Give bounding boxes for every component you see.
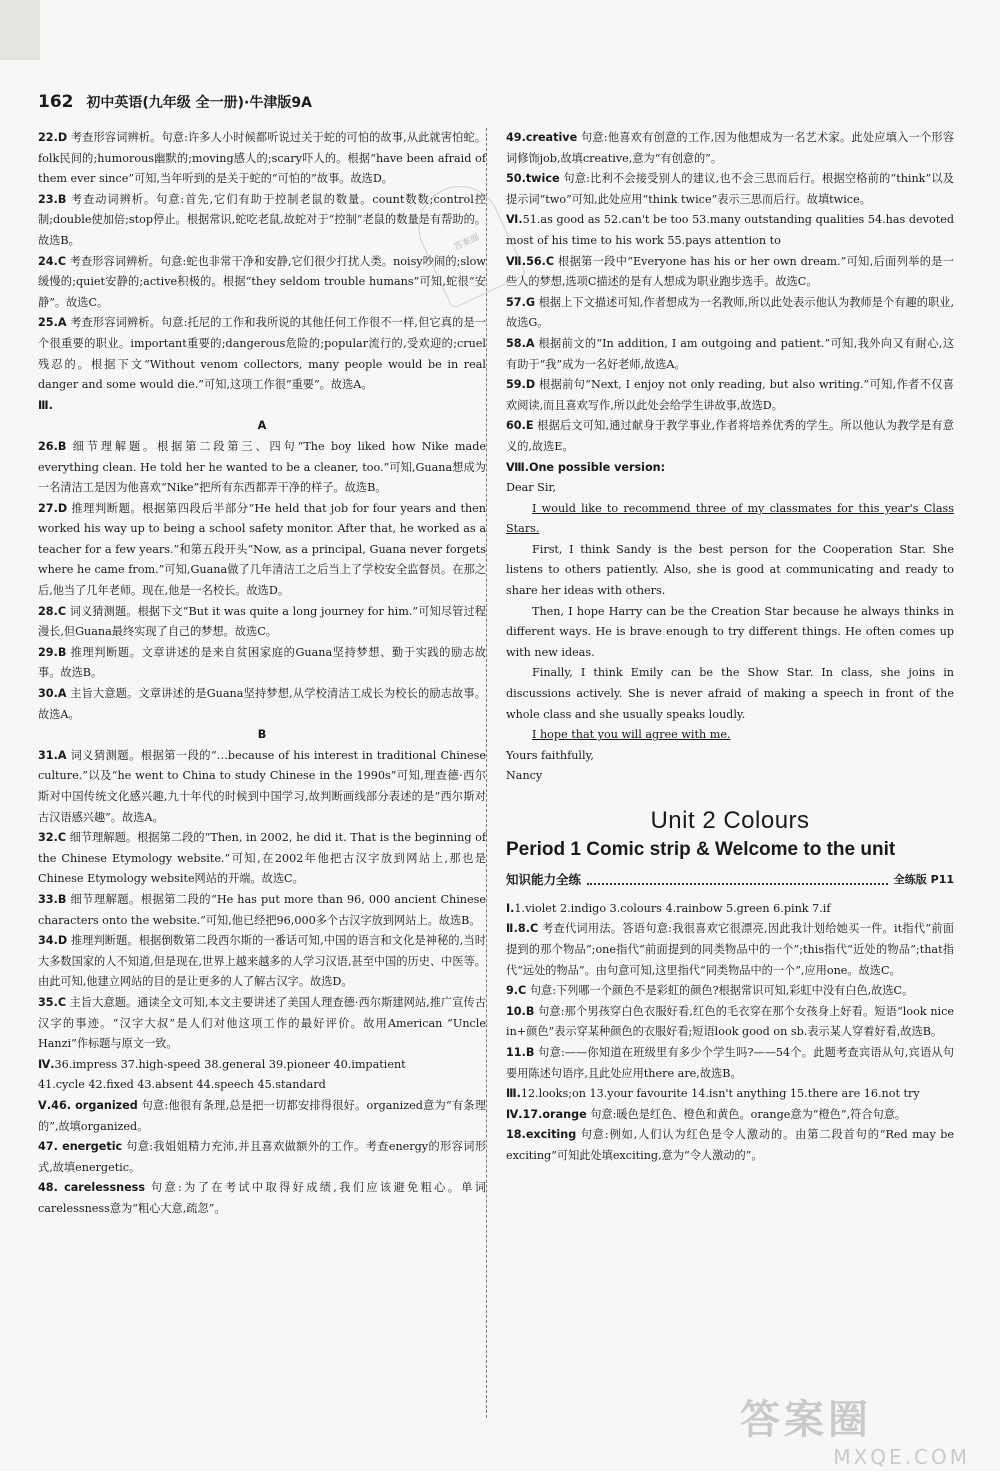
- sample-letter: [506, 458, 954, 788]
- answer-text: 句意:我姐姐精力充沛,并且喜欢做额外的工作。考查energy的形容词形式,故填energetic。: [38, 1140, 487, 1174]
- unit-title: Unit 2 Colours: [650, 807, 810, 834]
- answer-number: 60.E: [506, 419, 534, 433]
- answer-item: [38, 828, 486, 890]
- answer-number: 26.B: [38, 439, 67, 453]
- knowledge-label: 知识能力全练: [506, 872, 582, 888]
- answer-text: 根据前句“Next, I enjoy not only reading, but also writing.”可知,作者不仅喜欢阅读,而且喜欢写作,所以此处会给学生讲故事,故选D。: [506, 378, 954, 412]
- section-label: Ⅰ.: [506, 901, 515, 915]
- answer-text: 根据后文可知,通过献身于教学事业,作者将培养优秀的学生。所以他认为教学是有意义的,故选E。: [506, 419, 954, 453]
- answer-text: 句意:他喜欢有创意的工作,因为他想成为一名艺术家。此处应填入一个形容词修饰job,故填creative,意为“有创意的”。: [506, 131, 955, 165]
- watermark-logo: 答案圈: [740, 1397, 872, 1443]
- answer-item: [506, 416, 954, 457]
- answer-text: 句意:为了在考试中取得好成绩,我们应该避免粗心。单词carelessness意为“粗心大意,疏忽”。: [38, 1181, 486, 1215]
- answer-number: 48. carelessness: [38, 1181, 145, 1195]
- answer-number: 9.C: [506, 984, 527, 998]
- answer-number: 8.C: [517, 922, 539, 936]
- letter-paragraph: First, I think Sandy is the best person for the Cooperation Star. She listens to others patiently. Also, she is good at communicating and ready to share her ideas with others.: [506, 542, 954, 598]
- answer-number: 58.A: [506, 336, 535, 350]
- section-label: Ⅷ.One possible version:: [506, 460, 666, 474]
- answer-line: 12.looks;on 13.your favourite 14.isn't anything 15.there are 16.not try: [520, 1087, 920, 1101]
- answer-number: 18.exciting: [506, 1128, 577, 1142]
- answer-item: [506, 375, 954, 416]
- right-column: [506, 128, 954, 1167]
- letter-paragraph: Then, I hope Harry can be the Creation Star because he always thinks in different ways. He is brave enough to try different things. He often comes up with new ideas.: [506, 604, 954, 659]
- page-number: 162: [38, 92, 74, 112]
- answer-text: 推理判断题。根据第四段后半部分“He held that job for four years and then worked his way up to being a school safety monitor. After that, he worked as a teacher for a few years.”和第五段开头“Now, as a principal, Guana never forgets where he came from.”可知,Guana做了几年清洁工之后当上了学校安全监督员。在那之后,他当了几年老师。现在,他是一名校长。故选D。: [38, 501, 487, 598]
- answer-item: [38, 128, 486, 190]
- answer-text: 句意:暖色是红色、橙色和黄色。orange意为“橙色”,符合句意。: [590, 1107, 907, 1121]
- answer-number: 31.A: [38, 748, 67, 762]
- answer-number: 32.C: [38, 831, 67, 845]
- answer-number: 33.B: [38, 892, 67, 906]
- answer-item: [506, 1105, 954, 1126]
- answer-text: 细节理解题。根据第二段的“Then, in 2002, he did it. That is the beginning of the Chinese Etymology website.”可知,在2002年他把古汉字放到网站上,那也是Chinese Etymology website网站的开端。故选C。: [38, 831, 486, 886]
- answer-number: 49.creative: [506, 131, 578, 144]
- answer-text: 考查形容词辨析。句意:蛇也非常干净和安静,它们很少打扰人类。noisy吵闹的;slow缓慢的;quiet安静的;active积极的。根据“they seldom trouble humans”可知,蛇很“安静”。故选C。: [38, 254, 486, 309]
- fill-in-answers: [506, 1084, 954, 1105]
- answer-text: 细节理解题。根据第二段第三、四句“The boy liked how Nike made everything clean. He told her he wanted to be a cleaner, too.”可知,Guana想成为一名清洁工是因为他喜欢“Nike”把所有东西都弄干净的样子。故选B。: [38, 439, 486, 495]
- answer-item: [38, 437, 486, 499]
- part-heading: B: [257, 728, 267, 742]
- answer-number: 35.C: [38, 995, 67, 1009]
- answer-text: 主旨大意题。文章讲述的是Guana坚持梦想,从学校清洁工成长为校长的励志故事。故选A。: [38, 687, 486, 721]
- answer-item: [38, 1178, 486, 1219]
- answer-item: [38, 643, 486, 684]
- answer-item: [506, 128, 954, 169]
- fill-in-answers: [506, 210, 954, 251]
- answer-number: 22.D: [38, 131, 68, 144]
- part-heading: A: [257, 419, 267, 433]
- answer-text: 细节理解题。根据第二段的“He has put more than 96, 000 ancient Chinese characters onto the website.”可知,他已经把96,000多个古汉字放到网站上。故选B。: [38, 892, 486, 927]
- answer-item: [38, 313, 486, 395]
- column-divider: [486, 128, 487, 1418]
- letter-greeting: Dear Sir,: [506, 481, 557, 495]
- answer-text: 推理判断题。根据倒数第二段西尔斯的一番话可知,中国的语言和文化是神秘的,当时大多数国家的人不知道,但是现在,世界上越来越多的人学习汉语,甚至中国的历史、中医等。由此可知,他建立网站的目的是让更多的人了解古汉字。故选D。: [38, 934, 486, 989]
- answer-number: 47. energetic: [38, 1140, 123, 1154]
- answer-line: 1.violet 2.indigo 3.colours 4.rainbow 5.green 6.pink 7.if: [514, 901, 831, 915]
- answer-text: 主旨大意题。通读全文可知,本文主要讲述了美国人理查德·西尔斯建网站,推广宣传古汉字的事迹。“汉字大叔”是人们对他这项工作的最好评价。故用American “Uncle Hanzi”作标题与原文一致。: [38, 995, 487, 1051]
- answer-number: 56.C: [526, 254, 555, 268]
- section-label: Ⅳ.: [506, 1107, 523, 1121]
- answer-number: 59.D: [506, 378, 536, 392]
- answer-item: [506, 1125, 954, 1166]
- answer-item: [38, 252, 486, 314]
- letter-paragraph: I hope that you will agree with me.: [532, 728, 731, 742]
- answer-item: [506, 1002, 954, 1043]
- answer-number: 11.B: [506, 1045, 535, 1059]
- answer-item: [506, 919, 954, 981]
- answer-text: 考查动词辨析。句意:首先,它们有助于控制老鼠的数量。count数数;control控制;double使加倍;stop停止。根据常识,蛇吃老鼠,故蛇对于“控制”老鼠的数量是有帮助的。故选B。: [38, 192, 486, 247]
- answer-item: [506, 1043, 954, 1084]
- answer-item: [506, 169, 954, 210]
- answer-item: [506, 981, 954, 1002]
- answer-text: 词义猜测题。根据第一段的“…because of his interest in traditional Chinese culture.”以及“he went to China to study Chinese in the 1990s”可知,理查德·西尔斯对中国传统文化感兴趣,九十年代的时候到中国学习,故判断画线部分表述的是“西尔斯对古汉语感兴趣”。故选A。: [38, 748, 486, 824]
- letter-closing: Yours faithfully,: [506, 748, 594, 762]
- watermark-url: MXQE.COM: [833, 1445, 970, 1469]
- answer-item: [38, 746, 486, 828]
- answer-number: 57.G: [506, 295, 536, 309]
- answer-text: 考查代词用法。答语句意:我很喜欢它很漂亮,因此我计划给她买一件。it指代“前面提到的那个物品”;one指代“前面提到的同类物品中的一个”;this指代“近处的物品”;that指代“远处的物品”。由句意可知,这里指代“同类物品中的一个”,应用one。故选C。: [506, 922, 954, 977]
- section-label: Ⅶ.: [506, 254, 527, 268]
- answer-number: 28.C: [38, 604, 67, 618]
- letter-signature: Nancy: [506, 769, 543, 783]
- answer-number: 25.A: [38, 316, 67, 330]
- letter-paragraph: I would like to recommend three of my classmates for this year's Class Stars.: [506, 501, 954, 536]
- answer-line: 41.cycle 42.fixed 43.absent 44.speech 45.standard: [38, 1078, 326, 1092]
- answer-item: [506, 252, 954, 293]
- section-label: Ⅳ.: [38, 1057, 55, 1071]
- section-label: Ⅴ.: [38, 1098, 52, 1112]
- answer-text: 根据前文的“In addition, I am outgoing and patient.”可知,我外向又有耐心,这有助于“我”成为一名好老师,故选A。: [506, 336, 955, 371]
- answer-text: 考查形容词辨析。句意:许多人小时候都听说过关于蛇的可怕的故事,从此就害怕蛇。folk民间的;humorous幽默的;moving感人的;scary吓人的。根据“have been afraid of them ever since”可知,当年听到的是关于蛇的“可怕的”故事。故选D。: [38, 131, 487, 186]
- answer-item: [38, 499, 486, 602]
- answer-number: 50.twice: [506, 172, 560, 186]
- knowledge-section-bar: [506, 870, 954, 891]
- answer-text: 词义猜测题。根据下文“But it was quite a long journey for him.”可知尽管过程漫长,但Guana最终实现了自己的梦想。故选C。: [38, 604, 486, 639]
- period-title: Period 1 Comic strip & Welcome to the unit: [506, 838, 896, 860]
- answer-item: [38, 1096, 486, 1137]
- letter-paragraph: Finally, I think Emily can be the Show Star. In class, she joins in discussions actively. She is never afraid of making a speech in front of the whole class and she usually speaks loudly.: [506, 666, 954, 721]
- answer-number: 17.orange: [522, 1107, 587, 1121]
- answer-text: 句意:例如,人们认为红色是令人激动的。由第二段首句的“Red may be exciting”可知此处填exciting,意为“令人激动的”。: [506, 1128, 954, 1162]
- answer-item: [38, 684, 486, 725]
- answer-item: [38, 890, 486, 931]
- answer-line: 51.as good as 52.can't be too 53.many outstanding qualities 54.has devoted most of his time to his work 55.pays attention to: [506, 213, 954, 247]
- answer-item: [38, 931, 486, 993]
- page-header: [38, 92, 958, 112]
- dotted-leader: [587, 875, 888, 885]
- answer-text: 句意:——你知道在班级里有多少个学生吗?——54个。此题考查宾语从句,宾语从句要用陈述句语序,且此处应用there are,故选B。: [506, 1045, 955, 1080]
- answer-text: 句意:下列哪一个颜色不是彩虹的颜色?根据常识可知,彩虹中没有白色,故选C。: [529, 984, 914, 998]
- answer-number: 10.B: [506, 1004, 535, 1018]
- section-label: Ⅲ.: [506, 1087, 521, 1101]
- answer-item: [38, 993, 486, 1055]
- page-reference: 全练版 P11: [893, 873, 954, 887]
- answer-item: [506, 334, 954, 375]
- answer-line: 36.impress 37.high-speed 38.general 39.pioneer 40.impatient: [54, 1057, 406, 1071]
- watermark: [740, 1388, 970, 1469]
- answer-text: 根据上下文描述可知,作者想成为一名教师,所以此处表示他认为教师是个有趣的职业,故选G。: [506, 295, 954, 330]
- answer-number: 34.D: [38, 934, 68, 948]
- answer-text: 句意:那个男孩穿白色衣服好看,红色的毛衣穿在那个女孩身上好看。短语“look nice in+颜色”表示穿某种颜色的衣服好看;短语look good on sb.表示某人穿着好看,故选B。: [506, 1004, 955, 1039]
- book-title: 初中英语(九年级 全一册)·牛津版9A: [86, 95, 312, 111]
- answer-number: 29.B: [38, 645, 67, 659]
- answer-item: [506, 293, 954, 334]
- answer-number: 46. organized: [51, 1098, 138, 1112]
- answer-number: 27.D: [38, 501, 68, 515]
- answer-text: 句意:他很有条理,总是把一切都安排得很好。organized意为“有条理的”,故填organized。: [38, 1098, 486, 1133]
- answer-text: 推理判断题。文章讲述的是来自贫困家庭的Guana坚持梦想、勤于实践的励志故事。故选B。: [38, 645, 486, 680]
- section-label: Ⅵ.: [506, 213, 523, 227]
- answer-item: [38, 1137, 486, 1178]
- stamp-text: 答案圈: [452, 232, 481, 253]
- fill-in-answers: [38, 1055, 486, 1076]
- left-column: [38, 128, 486, 1219]
- answer-number: 23.B: [38, 192, 67, 206]
- answer-text: 考查形容词辨析。句意:托尼的工作和我所说的其他任何工作很不一样,但它真的是一个很重要的职业。important重要的;dangerous危险的;popular流行的,受欢迎的;cruel残忍的。根据下文“Without venom collectors, many people would be in real danger and some would die.”可知,这项工作很“重要”。故选A。: [38, 316, 487, 392]
- answer-number: 24.C: [38, 254, 67, 268]
- answer-text: 根据第一段中“Everyone has his or her own dream.”可知,后面列举的是一些人的梦想,选项C描述的是有人想成为职业跑步选手。故选C。: [506, 254, 954, 289]
- page-corner-fold: [0, 0, 40, 60]
- fill-in-answers: [506, 899, 954, 920]
- answer-number: 30.A: [38, 687, 67, 701]
- answer-text: 句意:比利不会接受别人的建议,也不会三思而后行。根据空格前的“think”以及提示词“two”可知,此处应用“think twice”表示三思而后行。故填twice。: [506, 172, 954, 206]
- section-label: Ⅱ.: [506, 922, 518, 936]
- answer-item: [38, 602, 486, 643]
- section-label: Ⅲ.: [38, 398, 53, 412]
